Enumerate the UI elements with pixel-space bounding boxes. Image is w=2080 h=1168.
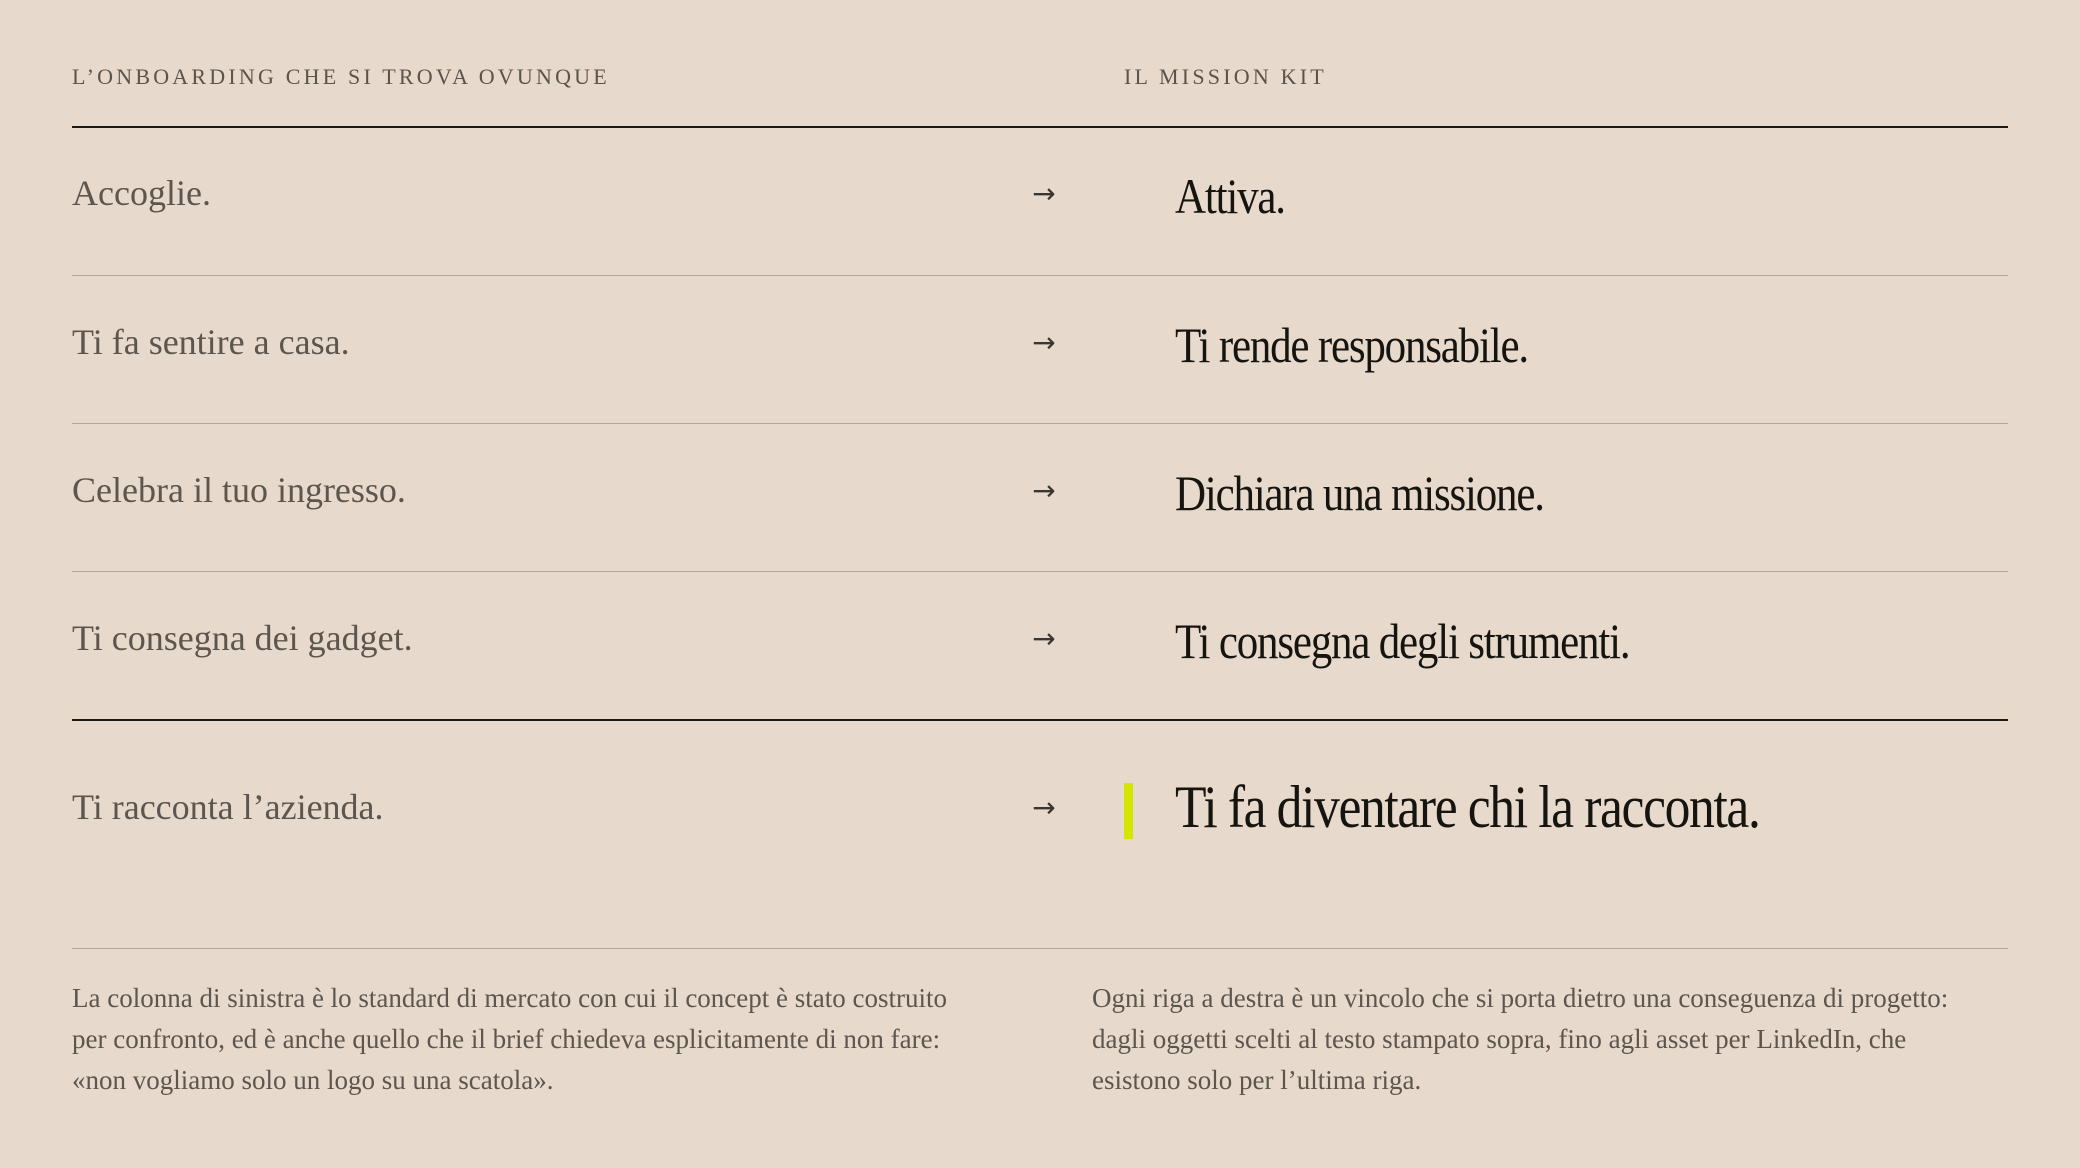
notes-divider <box>72 948 2008 949</box>
comparison-row-highlighted <box>72 721 2008 949</box>
left-column-heading: L’ONBOARDING CHE SI TROVA OVUNQUE <box>72 64 610 89</box>
arrow-right-icon: → <box>1032 177 1056 210</box>
standard-onboarding-text: Celebra il tuo ingresso. <box>72 470 406 510</box>
mission-kit-text: Ti consegna degli strumenti. <box>1175 613 1630 669</box>
arrow-right-icon: → <box>1032 791 1056 824</box>
highlight-accent-bar <box>1124 783 1133 839</box>
comparison-row <box>72 276 2008 424</box>
right-column-heading: IL MISSION KIT <box>1124 64 1327 89</box>
arrow-right-icon: → <box>1032 326 1056 359</box>
standard-onboarding-text: Ti consegna dei gadget. <box>72 618 413 658</box>
arrow-right-icon: → <box>1032 622 1056 655</box>
comparison-section <box>72 0 2008 1168</box>
comparison-row <box>72 424 2008 572</box>
mission-kit-text: Ti rende responsabile. <box>1175 317 1528 373</box>
standard-onboarding-text: Ti racconta l’azienda. <box>72 787 384 827</box>
standard-onboarding-text: Accoglie. <box>72 173 211 213</box>
mission-kit-text: Attiva. <box>1175 168 1285 224</box>
table-header <box>72 64 2008 94</box>
comparison-row <box>72 127 2008 275</box>
mission-kit-text: Dichiara una missione. <box>1175 465 1544 521</box>
right-column-note: Ogni riga a destra è un vincolo che si porta dietro una conseguenza di progetto: dagli oggetti scelti al testo stampato sopra, fino agli asset per LinkedIn, che esistono solo per l’ultima riga. <box>1092 983 1949 1095</box>
comparison-row <box>72 572 2008 720</box>
standard-onboarding-text: Ti fa sentire a casa. <box>72 322 350 362</box>
left-column-note: La colonna di sinistra è lo standard di mercato con cui il concept è stato costruito per confronto, ed è anche quello che il brief chiedeva esplicitamente di non fare: «non vogliamo solo un logo su una scatola». <box>72 983 947 1095</box>
mission-kit-text: Ti fa diventare chi la racconta. <box>1175 774 1760 840</box>
arrow-right-icon: → <box>1032 474 1056 507</box>
